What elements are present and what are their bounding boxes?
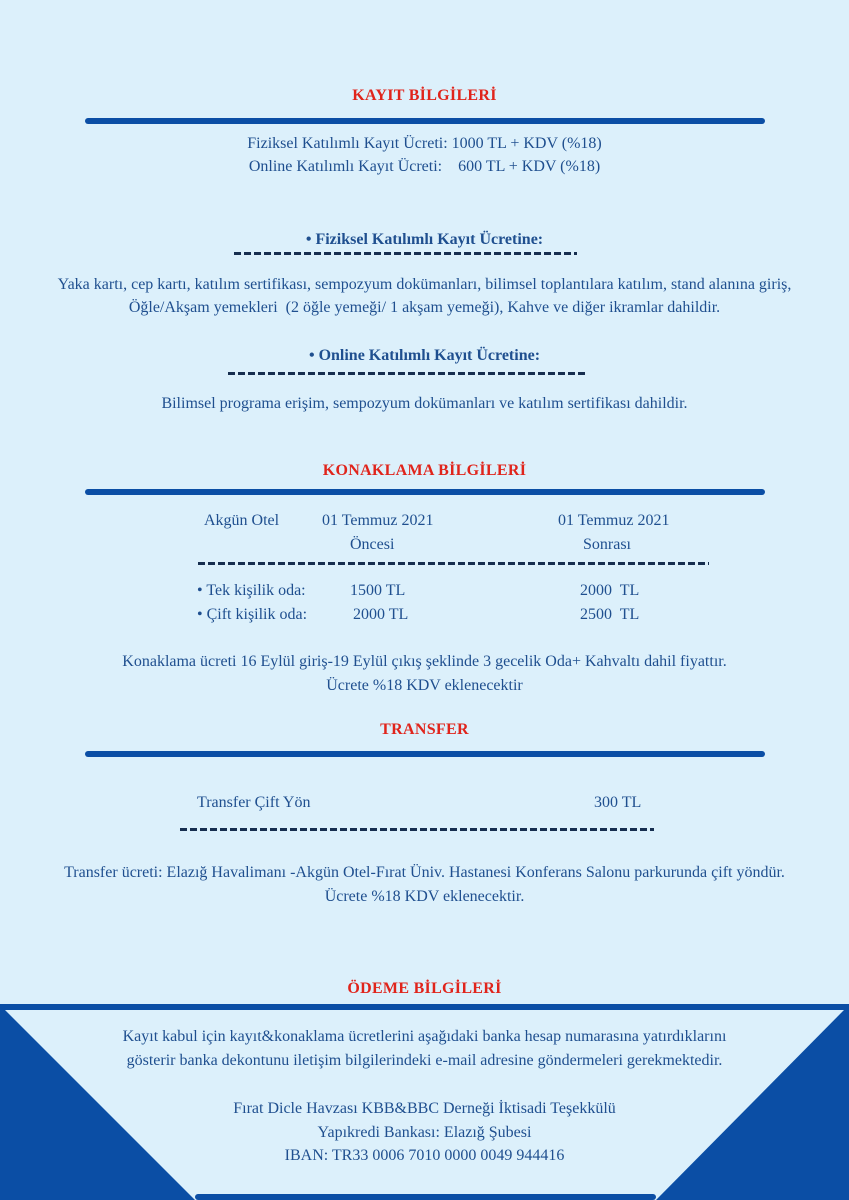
physical-fee-description-2: Öğle/Akşam yemekleri (2 öğle yemeği/ 1 akşam yemeği), Kahve ve diğer ikramlar dahildir. — [128, 299, 721, 316]
transfer-title: TRANSFER — [380, 721, 469, 738]
online-fee-text: Online Katılımlı Kayıt Ücreti: 600 TL + KDV (%18) — [248, 158, 601, 175]
single-room-after-price: 2000 TL — [580, 582, 640, 599]
registration-title-rule — [85, 118, 765, 124]
before-label: Öncesi — [350, 536, 395, 553]
payment-text-1: Kayıt kabul için kayıt&konaklama ücretlerini aşağıdaki banka hesap numarasına yatırdıklarını — [122, 1028, 727, 1045]
payment-text-2: gösterir banka dekontunu iletişim bilgilerindeki e-mail adresine göndermeleri gerekmektedir. — [126, 1052, 723, 1069]
account-holder-name: Fırat Dicle Havzası KBB&BBC Derneği İktisadi Teşekkülü — [233, 1100, 616, 1117]
accommodation-dash-line — [198, 562, 709, 565]
after-date: 01 Temmuz 2021 — [558, 512, 670, 529]
online-fee-heading: • Online Katılımlı Kayıt Ücretine: — [308, 347, 541, 364]
transfer-dash-line — [180, 828, 654, 831]
accommodation-note-1: Konaklama ücreti 16 Eylül giriş-19 Eylül çıkış şeklinde 3 gecelik Oda+ Kahvaltı dahil fiyattır. — [122, 653, 727, 670]
payment-title: ÖDEME BİLGİLERİ — [347, 980, 502, 997]
accommodation-note-2: Ücrete %18 KDV eklenecektir — [326, 677, 523, 694]
double-room-after-price: 2500 TL — [580, 606, 640, 623]
accommodation-title: KONAKLAMA BİLGİLERİ — [322, 462, 527, 479]
transfer-label: Transfer Çift Yön — [197, 794, 311, 811]
hotel-name: Akgün Otel — [204, 512, 280, 529]
transfer-note-2: Ücrete %18 KDV eklenecektir. — [324, 888, 525, 905]
physical-fee-heading: • Fiziksel Katılımlı Kayıt Ücretine: — [305, 231, 544, 248]
before-date: 01 Temmuz 2021 — [322, 512, 434, 529]
online-fee-description: Bilimsel programa erişim, sempozyum dokümanları ve katılım sertifikası dahildir. — [161, 395, 688, 412]
transfer-price: 300 TL — [594, 794, 642, 811]
transfer-note-1: Transfer ücreti: Elazığ Havalimanı -Akgün Otel-Fırat Üniv. Hastanesi Konferans Salonu parkurunda çift yöndür. — [64, 864, 785, 881]
single-room-before-price: 1500 TL — [350, 582, 406, 599]
accommodation-title-rule — [85, 489, 765, 495]
online-heading-dash-line — [228, 372, 585, 375]
physical-fee-description-1: Yaka kartı, cep kartı, katılım sertifikası, sempozyum dokümanları, bilimsel toplantılara katılım, stand alanına giriş, — [57, 276, 792, 293]
physical-fee-text: Fiziksel Katılımlı Kayıt Ücreti: 1000 TL + KDV (%18) — [247, 135, 602, 152]
after-label: Sonrası — [583, 536, 631, 553]
transfer-title-rule — [85, 751, 765, 757]
iban-number: IBAN: TR33 0006 7010 0000 0049 944416 — [284, 1147, 565, 1164]
double-room-before-price: 2000 TL — [353, 606, 409, 623]
bank-branch: Yapıkredi Bankası: Elazığ Şubesi — [317, 1124, 532, 1141]
single-room-label: • Tek kişilik oda: — [197, 582, 306, 599]
double-room-label: • Çift kişilik oda: — [197, 606, 308, 623]
registration-title: KAYIT BİLGİLERİ — [352, 87, 497, 104]
physical-heading-dash-line — [234, 252, 577, 255]
